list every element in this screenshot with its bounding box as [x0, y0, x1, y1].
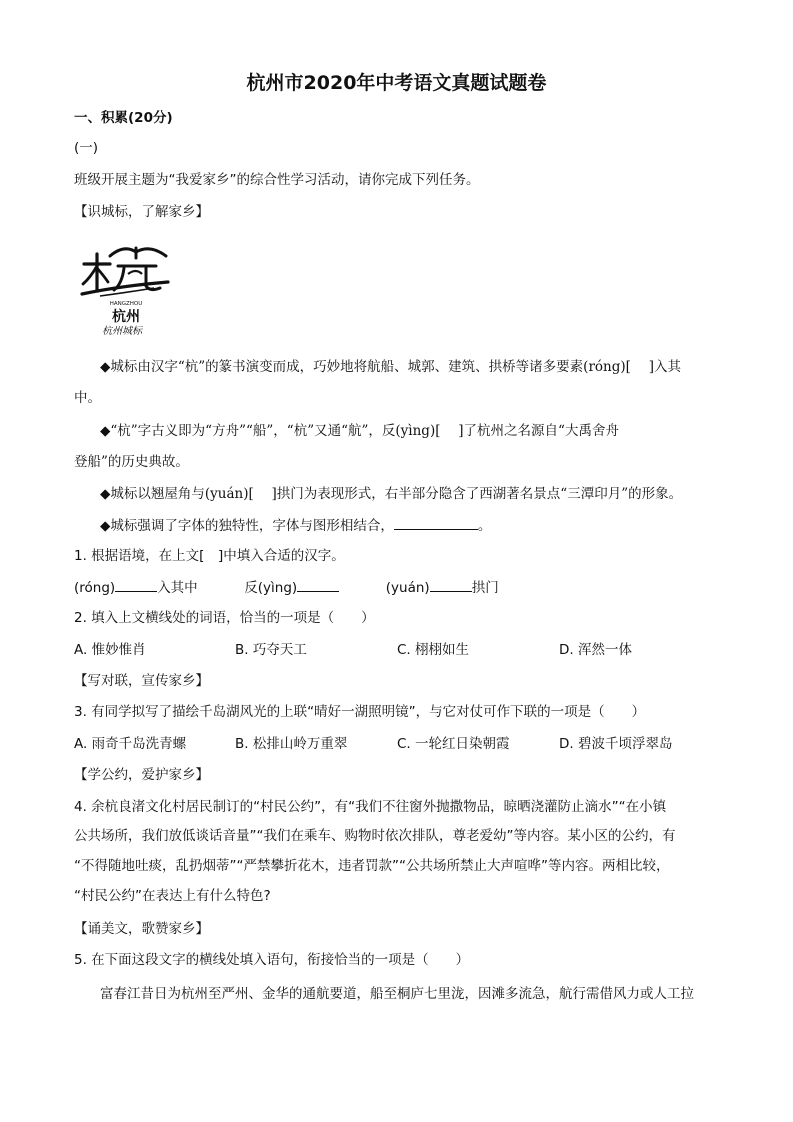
question-3-stem: 3. 有同学拟写了描绘千岛湖风光的上联“晴好一湖照明镜”，与它对仗可作下联的一项是（ ）: [74, 704, 646, 720]
blank-a-label: (róng): [74, 580, 116, 596]
q3-option-d[interactable]: D. 碧波千顷浮翠岛: [559, 736, 673, 752]
intro-text: 班级开展主题为“我爱家乡”的综合性学习活动，请你完成下列任务。: [74, 172, 480, 188]
blank-b-label: 反(yìng): [244, 580, 298, 596]
para-4: [100, 515, 491, 536]
question-2-stem: 2. 填入上文横线处的词语，恰当的一项是（ ）: [74, 610, 375, 626]
section-heading: 一、积累(20分): [74, 110, 173, 126]
task-heading-4: 【诵美文，歌赞家乡】: [74, 921, 209, 937]
answer-blank[interactable]: [394, 515, 478, 530]
question-4-line-4: “村民公约”在表达上有什么特色?: [74, 888, 271, 904]
para-4-end: 。: [477, 518, 492, 534]
blank-c-field[interactable]: [430, 577, 472, 592]
para-3: ◆城标以翘屋角与(yuán)[ ]拱门为表现形式，右半部分隐含了西湖著名景点“三潭印月”的形象。: [100, 486, 683, 502]
part-heading: (一): [74, 140, 99, 156]
blank-c-label: (yuán): [385, 580, 430, 596]
q2-option-a[interactable]: A. 惟妙惟肖: [74, 642, 146, 658]
question-5-stem: 5. 在下面这段文字的横线处填入语句，衔接恰当的一项是（ ）: [74, 952, 470, 968]
para-4-text: ◆城标强调了字体的独特性，字体与图形相结合，: [100, 518, 394, 534]
q2-option-b[interactable]: B. 巧夺天工: [235, 642, 307, 658]
question-4-line-3: “不得随地吐痰，乱扔烟蒂”“严禁攀折花木，违者罚款”“公共场所禁止大声喧哗”等内容。两相比较，: [74, 858, 670, 874]
question-5-text: 富春江昔日为杭州至严州、金华的通航要道，船至桐庐七里泷，因滩多流急，航行需借风力或人工拉: [100, 986, 694, 1002]
question-1-stem: 1. 根据语境，在上文[ ]中填入合适的汉字。: [74, 548, 345, 564]
para-1b: 中。: [74, 390, 101, 406]
question-4-line-1: 4. 余杭良渚文化村居民制订的“村民公约”，有“我们不往窗外抛撒物品，晾晒浇灌防止滴水”“在小镇: [74, 799, 667, 815]
para-2a: ◆“杭”字古义即为“方舟”“船”，“杭”又通“航”，反(yìng)[ ]了杭州之名源自“大禹舍舟: [100, 423, 619, 439]
blank-b-field[interactable]: [297, 577, 339, 592]
blank-a-field[interactable]: [115, 577, 157, 592]
para-2b: 登船”的历史典故。: [74, 454, 189, 470]
logo-en-text: HANGZHOU: [109, 301, 143, 307]
question-1-blanks: [74, 577, 499, 598]
blank-c-tail: 拱门: [471, 580, 499, 596]
page-title: 杭州市2020年中考语文真题试题卷: [246, 72, 547, 94]
logo-caption: 杭州城标: [102, 326, 142, 337]
q3-option-a[interactable]: A. 雨奇千岛洗青螺: [74, 736, 187, 752]
task-heading-3: 【学公约，爱护家乡】: [74, 767, 209, 783]
q2-option-d[interactable]: D. 浑然一体: [559, 642, 632, 658]
task-heading-2: 【写对联，宣传家乡】: [74, 673, 209, 689]
task-heading-1: 【识城标，了解家乡】: [74, 204, 209, 220]
blank-a-tail: 入其中: [157, 580, 198, 596]
question-4-line-2: 公共场所，我们放低谈话音量”“我们在乘车、购物时依次排队，尊老爱幼”等内容。某小区的公约，有: [74, 828, 676, 844]
q3-option-c[interactable]: C. 一轮红日染朝霞: [397, 736, 510, 752]
q2-option-c[interactable]: C. 栩栩如生: [397, 642, 470, 658]
para-1a: ◆城标由汉字“杭”的篆书演变而成，巧妙地将航船、城郭、建筑、拱桥等诸多要素(róng)[ ]入其: [100, 359, 681, 375]
logo-cn-text: 杭州: [112, 309, 140, 325]
q3-option-b[interactable]: B. 松排山岭万重翠: [235, 736, 348, 752]
